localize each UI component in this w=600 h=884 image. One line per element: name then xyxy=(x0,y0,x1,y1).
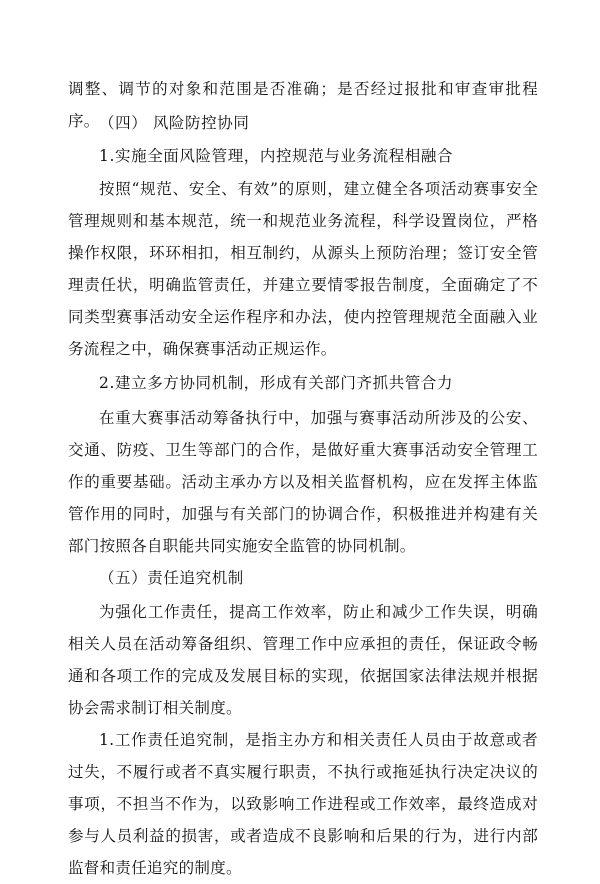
paragraph-risk-management: 按照“规范、安全、有效”的原则，建立健全各项活动赛事安全管理规则和基本规范，统一和规范业务流程，科学设置岗位，严格操作权限，环环相扣，相互制约，从源头上预防治理；签订安全管理责任状，明确监管责任，并建立要情零报告制度，全面确定了不同类型赛事活动安全运作程序和办法，使内控管理规范全面融入业务流程之中，确保赛事活动正规运作。 xyxy=(68,180,538,358)
paragraph-accountability-intro: 为强化工作责任，提高工作效率，防止和减少工作失误，明确相关人员在活动筹备组织、管理工作中应承担的责任，保证政令畅通和各项工作的完成及发展目标的实现，依据国家法律法规并根据协会需求制订相关制度。 xyxy=(68,603,538,717)
section-heading-4: （四） 风险防控协同 xyxy=(99,114,250,132)
paragraph-coordination: 在重大赛事活动筹备执行中，加强与赛事活动所涉及的公安、交通、防疫、卫生等部门的合作，是做好重大赛事活动安全管理工作的重要基础。活动主承办方以及相关监督机构，应在发挥主体监管作用的同时，加强与有关部门的协调合作，积极推进并构建有关部门按照各自职能共同实施安全监管的协同机制。 xyxy=(68,409,538,555)
paragraph-accountability-system: 1.工作责任追究制，是指主办方和相关责任人员由于故意或者过失，不履行或者不真实履行职责，不执行或拖延执行决定决议的事项，不担当不作为，以致影响工作进程或工作效率，最终造成对参与人员利益的损害，或者造成不良影响和后果的行为，进行内部监督和责任追究的制度。 xyxy=(68,731,538,877)
subheading-4-1: 1.实施全面风险管理，内控规范与业务流程相融合 xyxy=(99,147,454,165)
section-heading-5: （五）责任追究机制 xyxy=(99,569,244,587)
paragraph-continuation: 调整、调节的对象和范围是否准确；是否经过报批和审查审批程序。 xyxy=(68,80,538,130)
subheading-4-2: 2.建立多方协同机制，形成有关部门齐抓共管合力 xyxy=(99,374,454,392)
